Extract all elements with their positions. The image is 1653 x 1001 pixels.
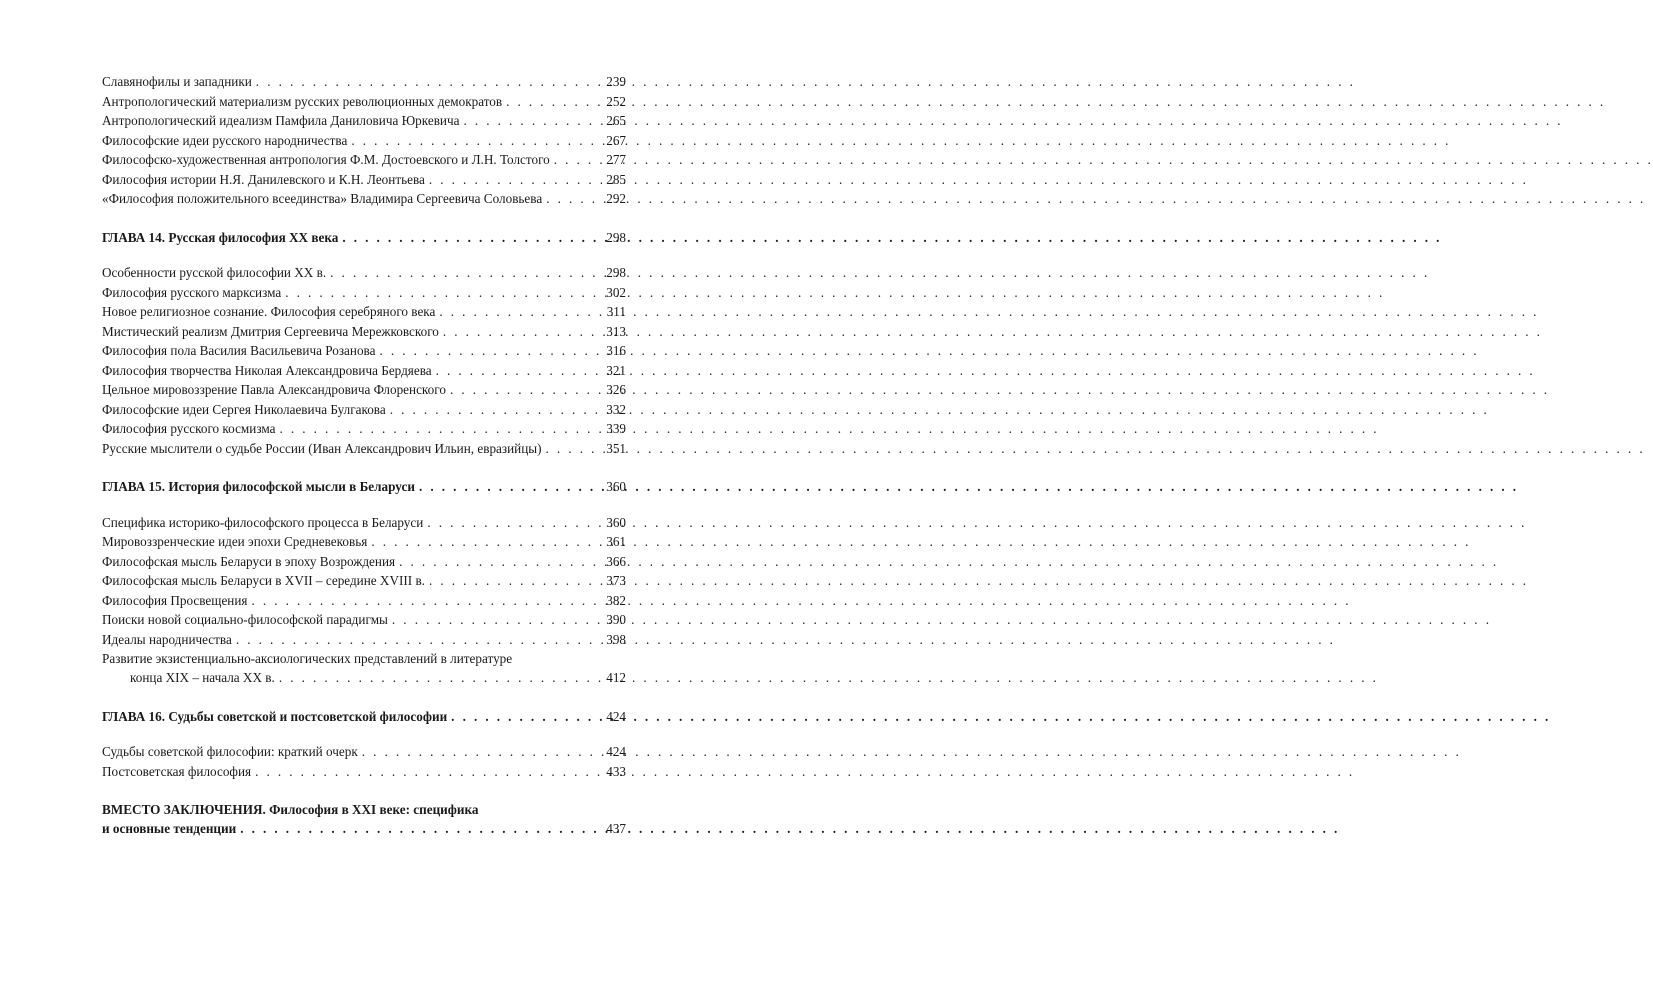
toc-entry[interactable] <box>102 419 626 439</box>
toc-entry-page: 316 <box>606 343 626 358</box>
toc-entry-page: 292 <box>606 191 626 206</box>
dot-leader <box>236 630 596 650</box>
toc-entry-title: «Философия положительного всеединства» Владимира Сергеевича Соловьева <box>102 191 543 206</box>
toc-entry-page: 326 <box>606 382 626 397</box>
dot-leader <box>392 610 596 630</box>
toc-entry[interactable] <box>102 263 626 283</box>
toc-entry-title: Новое религиозное сознание. Философия серебряного века <box>102 304 436 319</box>
dot-leader <box>554 150 596 170</box>
toc-entry-page: 339 <box>606 421 626 436</box>
toc-entry-page: 265 <box>606 113 626 128</box>
toc-entry-title: Философские идеи Сергея Николаевича Булгакова <box>102 401 386 417</box>
chapter-title: ГЛАВА 16. Судьбы советской и постсоветской философии <box>102 708 448 724</box>
toc-entry-title: Философско-художественная антропология Ф.М. Достоевского и Л.Н. Толстого <box>102 152 550 167</box>
dot-leader <box>371 532 596 552</box>
toc-entry-page: 302 <box>606 284 626 300</box>
toc-entry-title: Философия творчества Николая Александровича Бердяева <box>102 362 432 378</box>
toc-entry[interactable] <box>102 380 626 400</box>
dot-leader <box>279 668 596 688</box>
toc-entry[interactable] <box>102 131 626 151</box>
toc-entry-page: 321 <box>606 362 626 378</box>
toc-entry-page: 366 <box>606 553 626 569</box>
toc-entry-continuation <box>102 668 626 688</box>
toc-entry-title: Славянофилы и западники <box>102 74 252 89</box>
toc-entry[interactable] <box>102 513 626 533</box>
toc-entry-page: 360 <box>606 514 626 530</box>
toc-entry-multiline[interactable] <box>102 649 626 688</box>
toc-entry-page: 267 <box>606 132 626 148</box>
toc-entry-title: Философская мысль Беларуси в XVII – середине XVIII в. <box>102 573 425 588</box>
toc-entry[interactable] <box>102 361 626 381</box>
toc-entry-page: 373 <box>606 573 626 588</box>
toc-entry[interactable] <box>102 610 626 630</box>
toc-entry-title: Особенности русской философии XX в. <box>102 265 327 280</box>
toc-entry-page: 277 <box>606 152 626 167</box>
chapter-14-heading[interactable] <box>102 228 626 248</box>
dot-leader <box>506 92 596 112</box>
toc-entry-page: 412 <box>606 670 626 685</box>
toc-entry-page: 424 <box>606 744 626 759</box>
dot-leader <box>436 361 596 381</box>
dot-leader <box>285 283 596 303</box>
toc-entry-title: Судьбы советской философии: краткий очерк <box>102 744 358 759</box>
chapter-title: ГЛАВА 14. Русская философия XX века <box>102 229 339 245</box>
chapter-15-heading[interactable] <box>102 477 626 497</box>
toc-entry-page: 398 <box>606 631 626 647</box>
toc-entry-title: Поиски новой социально-философской парадигмы <box>102 612 388 627</box>
toc-entry-page: 285 <box>606 171 626 187</box>
toc-entry-page: 351 <box>606 440 626 456</box>
toc-entry-page: 239 <box>606 74 626 89</box>
dot-leader <box>251 591 596 611</box>
toc-entry-page: 311 <box>606 304 626 319</box>
toc-entry[interactable] <box>102 571 626 591</box>
toc-entry-page: 298 <box>606 265 626 280</box>
toc-entry-title: Антропологический материализм русских революционных демократов <box>102 93 503 109</box>
toc-entry[interactable] <box>102 302 626 322</box>
chapter-page: 424 <box>606 708 626 724</box>
toc-entry[interactable] <box>102 439 626 459</box>
conclusion-title-line1: ВМЕСТО ЗАКЛЮЧЕНИЯ. Философия в XXI веке: специфика <box>102 802 479 817</box>
toc-entry-title: Философские идеи русского народничества <box>102 132 348 148</box>
dot-leader <box>427 513 596 533</box>
toc-entry-title: Идеалы народничества <box>102 631 232 647</box>
toc-entry-page: 382 <box>606 592 626 608</box>
toc-entry[interactable] <box>102 92 626 112</box>
toc-entry-page: 252 <box>606 93 626 109</box>
toc-entry-page: 332 <box>606 401 626 417</box>
dot-leader <box>255 762 596 782</box>
toc-entry[interactable] <box>102 552 626 572</box>
toc-entry-title: Философия истории Н.Я. Данилевского и К.Н. Леонтьева <box>102 171 425 187</box>
toc-entry-title: Философия русского марксизма <box>102 284 282 300</box>
dot-leader <box>451 707 596 727</box>
conclusion-page: 437 <box>606 821 626 836</box>
toc-entry-title: Философия Просвещения <box>102 592 248 608</box>
toc-entry[interactable] <box>102 532 626 552</box>
dot-leader <box>450 380 596 400</box>
chapter-title: ГЛАВА 15. История философской мысли в Беларуси <box>102 479 415 494</box>
dot-leader <box>342 228 596 248</box>
toc-entry[interactable] <box>102 111 626 131</box>
chapter-page: 298 <box>606 229 626 245</box>
toc-entry[interactable] <box>102 170 626 190</box>
toc-entry[interactable] <box>102 72 626 92</box>
dot-leader <box>429 170 596 190</box>
dot-leader <box>419 477 596 497</box>
dot-leader <box>399 552 596 572</box>
toc-entry[interactable] <box>102 283 626 303</box>
toc-entry-title: Мистический реализм Дмитрия Сергеевича Мережковского <box>102 323 439 339</box>
toc-entry[interactable] <box>102 400 626 420</box>
dot-leader <box>351 131 596 151</box>
toc-entry[interactable] <box>102 322 626 342</box>
dot-leader <box>546 189 596 209</box>
toc-entry-title: Философская мысль Беларуси в эпоху Возрождения <box>102 553 396 569</box>
dot-leader <box>240 819 596 839</box>
chapter-16-heading[interactable] <box>102 707 626 727</box>
conclusion-title-line2: и основные тенденции <box>102 821 237 836</box>
toc-entry-page: 433 <box>606 763 626 779</box>
toc-entry-title: Цельное мировоззрение Павла Александровича Флоренского <box>102 382 446 397</box>
dot-leader <box>379 341 596 361</box>
toc-entry[interactable] <box>102 591 626 611</box>
toc-entry-page: 390 <box>606 612 626 627</box>
toc-entry-title: Философия русского космизма <box>102 421 276 436</box>
dot-leader <box>362 742 596 762</box>
chapter-page: 360 <box>606 479 626 494</box>
dot-leader <box>463 111 596 131</box>
toc-entry[interactable] <box>102 762 626 782</box>
toc-entry-title: Антропологический идеализм Памфила Даниловича Юркевича <box>102 113 460 128</box>
conclusion-heading[interactable] <box>102 800 626 839</box>
table-of-contents <box>102 72 626 839</box>
toc-entry-title-line1: Развитие экзистенциально-аксиологических представлений в литературе <box>102 651 513 666</box>
dot-leader <box>330 263 596 283</box>
conclusion-continuation <box>102 819 626 839</box>
toc-entry-title: Постсоветская философия <box>102 763 252 779</box>
toc-entry-title: Философия пола Василия Васильевича Розанова <box>102 343 376 358</box>
toc-entry-page: 361 <box>606 534 626 549</box>
dot-leader <box>390 400 596 420</box>
toc-entry-title-line2: конца XIX – начала XX в. <box>130 670 275 685</box>
toc-entry[interactable] <box>102 742 626 762</box>
dot-leader <box>546 439 596 459</box>
dot-leader <box>439 302 596 322</box>
toc-entry-page: 313 <box>606 323 626 339</box>
dot-leader <box>443 322 596 342</box>
dot-leader <box>429 571 596 591</box>
toc-entry-title: Русские мыслители о судьбе России (Иван Александрович Ильин, евразийцы) <box>102 440 542 456</box>
dot-leader <box>279 419 596 439</box>
toc-entry[interactable] <box>102 630 626 650</box>
toc-entry-title: Специфика историко-философского процесса в Беларуси <box>102 514 424 530</box>
dot-leader <box>256 72 596 92</box>
toc-entry[interactable] <box>102 341 626 361</box>
toc-entry[interactable] <box>102 150 626 170</box>
toc-page <box>0 0 693 1001</box>
toc-entry[interactable] <box>102 189 626 209</box>
toc-entry-title: Мировоззренческие идеи эпохи Средневековья <box>102 534 368 549</box>
